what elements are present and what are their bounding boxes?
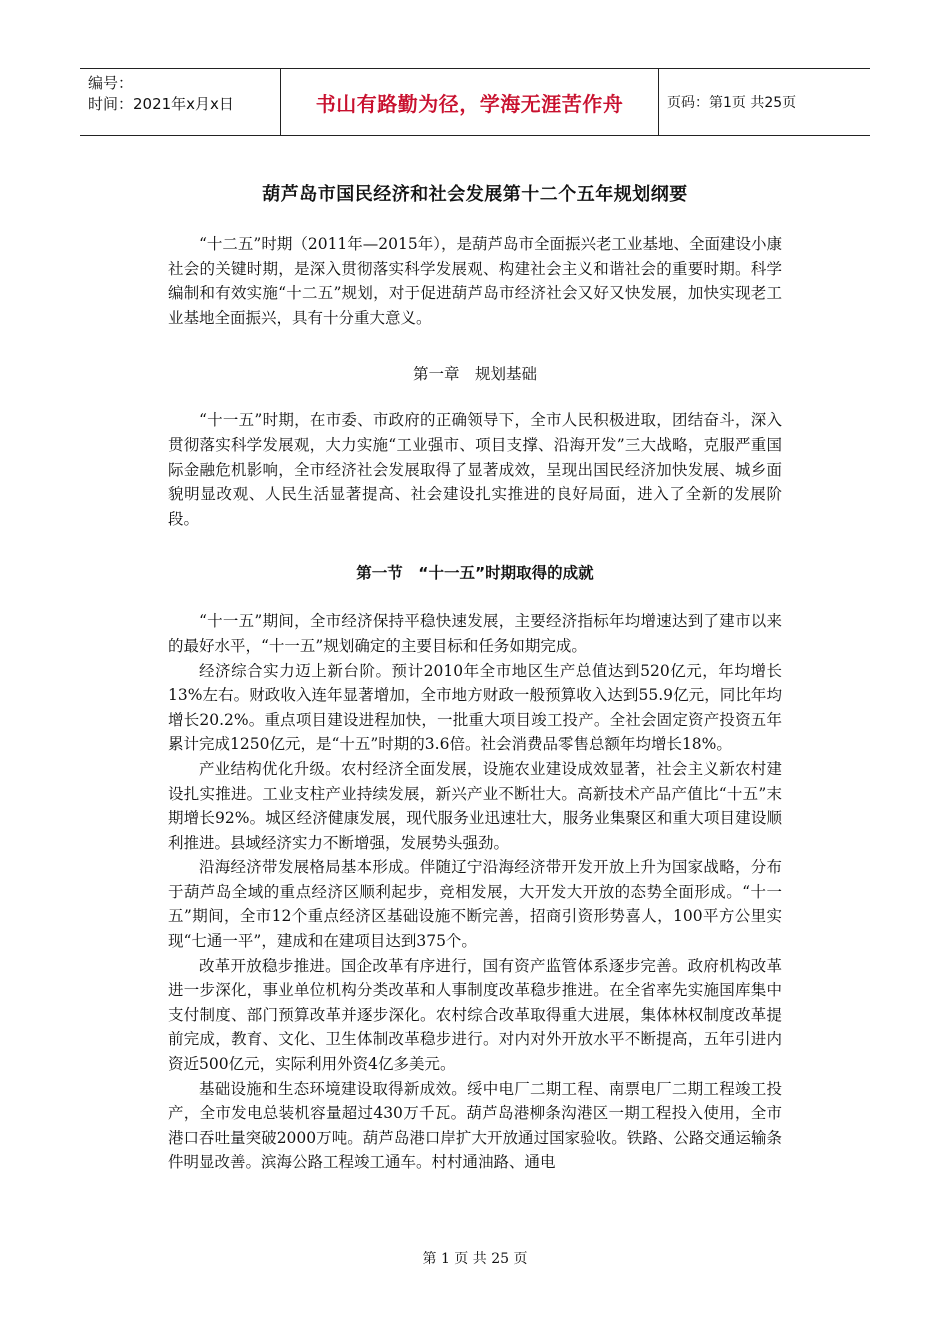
document-title: 葫芦岛市国民经济和社会发展第十二个五年规划纲要: [262, 184, 688, 205]
header-page-info: 页码：第1页 共25页: [667, 95, 797, 111]
body-paragraph: 产业结构优化升级。农村经济全面发展，设施农业建设成效显著，社会主义新农村建设扎实推进。工业支柱产业持续发展，新兴产业不断壮大。高新技术产品产值比“十五”末期增长92%。城区经济健康发展，现代服务业迅速壮大，服务业集聚区和重大项目建设顺利推进。县域经济实力不断增强，发展势头强劲。: [168, 759, 782, 852]
chapter-intro-paragraph: “十一五”时期，在市委、市政府的正确领导下，全市人民积极进取，团结奋斗，深入贯彻落实科学发展观，大力实施“工业强市、项目支撑、沿海开发”三大战略，克服严重国际金融危机影响，全市经济社会发展取得了显著成效，呈现出国民经济加快发展、城乡面貌明显改观、人民生活显著提高、社会建设扎实推进的良好局面，进入了全新的发展阶段。: [168, 411, 782, 528]
header-motto: 书山有路勤为径，学海无涯苦作舟: [281, 69, 659, 135]
body-paragraph: 经济综合实力迈上新台阶。预计2010年全市地区生产总值达到520亿元，年均增长13%左右。财政收入连年显著增加，全市地方财政一般预算收入达到55.9亿元，同比年均增长20.2%。重点项目建设进程加快，一批重大项目竣工投产。全社会固定资产投资五年累计完成1250亿元，是“十五”时期的3.6倍。社会消费品零售总额年均增长18%。: [168, 661, 782, 754]
page-footer: 第 1 页 共 25 页: [422, 1251, 528, 1267]
page-header: [80, 68, 870, 136]
chapter-title: 第一章 规划基础: [412, 365, 537, 384]
time-label: 时间：2021年x月x日: [88, 95, 234, 113]
document-body: [168, 180, 782, 1175]
body-paragraph: 改革开放稳步推进。国企改革有序进行，国有资产监管体系逐步完善。政府机构改革进一步深化，事业单位机构分类改革和人事制度改革稳步推进。在全省率先实施国库集中支付制度、部门预算改革并逐步深化。农村综合改革取得重大进展，集体林权制度改革提前完成，教育、文化、卫生体制改革稳步进行。对内对外开放水平不断提高，五年引进内资近500亿元，实际利用外资4亿多美元。: [168, 956, 782, 1074]
header-meta: [80, 69, 281, 135]
body-paragraph: “十一五”期间，全市经济保持平稳快速发展，主要经济指标年均增速达到了建市以来的最好水平，“十一五”规划确定的主要目标和任务如期完成。: [168, 612, 782, 655]
body-paragraph: 沿海经济带发展格局基本形成。伴随辽宁沿海经济带开发开放上升为国家战略，分布于葫芦岛全域的重点经济区顺利起步，竞相发展，大开发大开放的态势全面形成。“十一五”期间，全市12个重点经济区基础设施不断完善，招商引资形势喜人，100平方公里实现“七通一平”，建成和在建项目达到375个。: [168, 858, 782, 951]
body-paragraph: 基础设施和生态环境建设取得新成效。绥中电厂二期工程、南票电厂二期工程竣工投产，全市发电总装机容量超过430万千瓦。葫芦岛港柳条沟港区一期工程投入使用，全市港口吞吐量突破2000万吨。葫芦岛港口岸扩大开放通过国家验收。铁路、公路交通运输条件明显改善。滨海公路工程竣工通车。村村通油路、通电: [168, 1079, 782, 1172]
intro-paragraph: “十二五”时期（2011年—2015年），是葫芦岛市全面振兴老工业基地、全面建设小康社会的关键时期，是深入贯彻落实科学发展观、构建社会主义和谐社会的重要时期。科学编制和有效实施“十二五”规划，对于促进葫芦岛市经济社会又好又快发展，加快实现老工业基地全面振兴，具有十分重大意义。: [168, 235, 782, 327]
section-title: 第一节 “十一五”时期取得的成就: [356, 564, 594, 583]
number-label: 编号：: [88, 74, 134, 92]
